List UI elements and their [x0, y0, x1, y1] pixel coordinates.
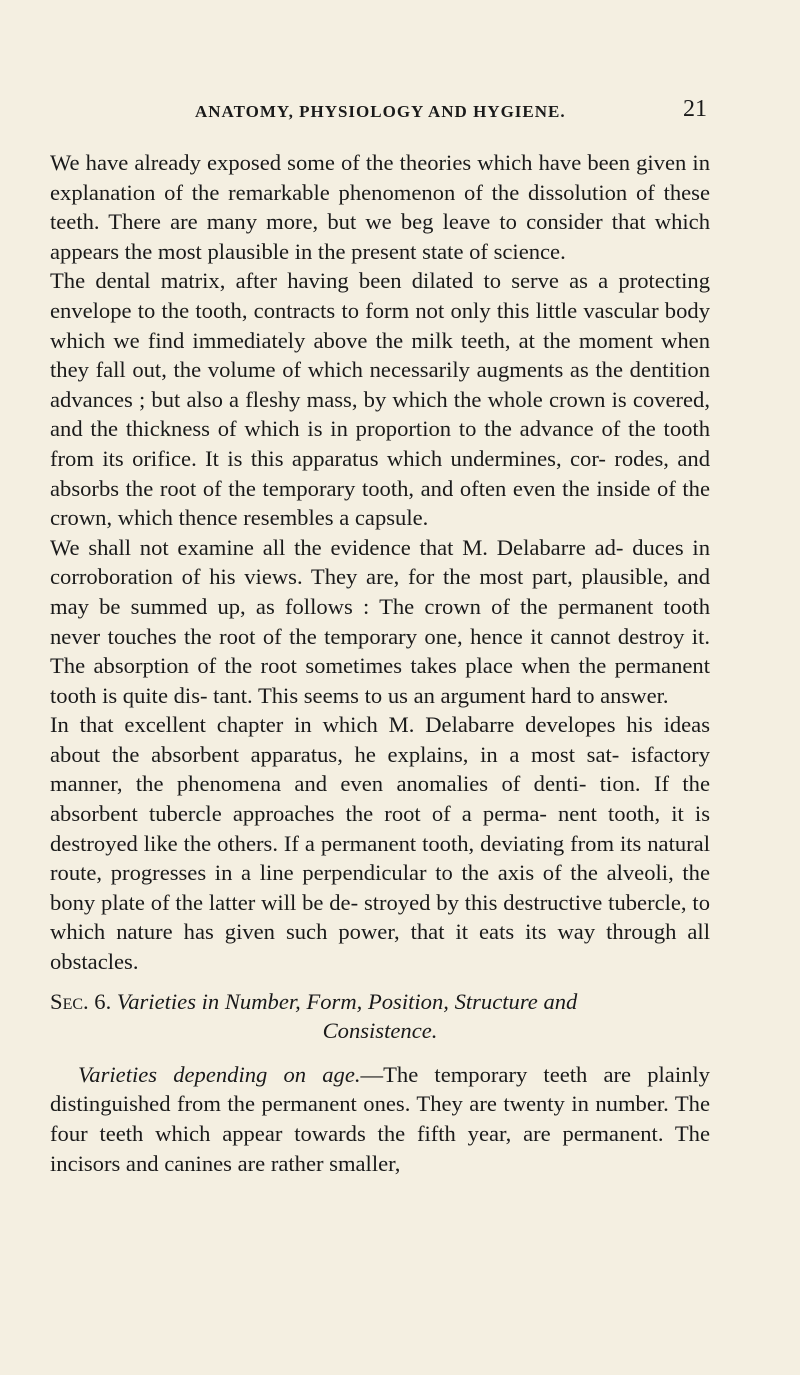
paragraph-3: We shall not examine all the evidence that M. Delabarre ad- duces in corroboration of his views. They are, for the most part, plausible, and may be summed up, as follows : The crown of the permanent tooth never touches the root of the temporary one, hence it cannot destroy it. The absorption of the root sometimes takes place when the permanent tooth is quite dis- tant. This seems to us an argument hard to answer. — [50, 534, 710, 708]
paragraph-5-text: —The temporary teeth are plainly distinguished from the permanent ones. They are twenty in number. The four teeth which appear towards the fifth year, are permanent. The incisors and canines are rather smaller, — [50, 1061, 710, 1176]
section-title-line1: Varieties in Number, Form, Position, Structure and — [116, 988, 578, 1014]
section-label: Sec. 6. — [50, 988, 112, 1014]
paragraph-4: In that excellent chapter in which M. Delabarre developes his ideas about the absorbent apparatus, he explains, in a most sat- isfactory manner, the phenomena and even anomalies of denti- tion. If the absorbent tubercle approaches the root of a perma- nent tooth, it is destroyed like the others. If a permanent tooth, deviating from its natural route, progresses in a line perpendicular to the axis of the alveoli, the bony plate of the latter will be de- stroyed by this destructive tubercle, to which nature has given such power, that it eats its way through all obstacles. — [50, 712, 710, 975]
paragraph-5-lead: Varieties depending on age. — [78, 1061, 361, 1087]
paragraph-1: We have already exposed some of the theories which have been given in explanation of the remarkable phenomenon of the dissolution of these teeth. There are many more, but we beg leave to consider that which appears the most plausible in the present state of science. — [50, 150, 710, 264]
page-number: 21 — [683, 96, 707, 122]
body-text — [50, 148, 710, 1178]
section-heading — [50, 987, 710, 1046]
running-header: ANATOMY, PHYSIOLOGY AND HYGIENE. — [195, 102, 566, 121]
paragraph-5 — [50, 1060, 710, 1178]
paragraph-2: The dental matrix, after having been dilated to serve as a protecting envelope to the tooth, contracts to form not only this little vascular body which we find immediately above the milk teeth, at the moment when they fall out, the volume of which necessarily augments as the dentition advances ; but also a fleshy mass, by which the whole crown is covered, and the thickness of which is in proportion to the advance of the tooth from its orifice. It is this apparatus which undermines, cor- rodes, and absorbs the root of the temporary tooth, and often even the inside of the crown, which thence resembles a capsule. — [50, 268, 710, 531]
section-title-line2: Consistence. — [322, 1018, 438, 1044]
